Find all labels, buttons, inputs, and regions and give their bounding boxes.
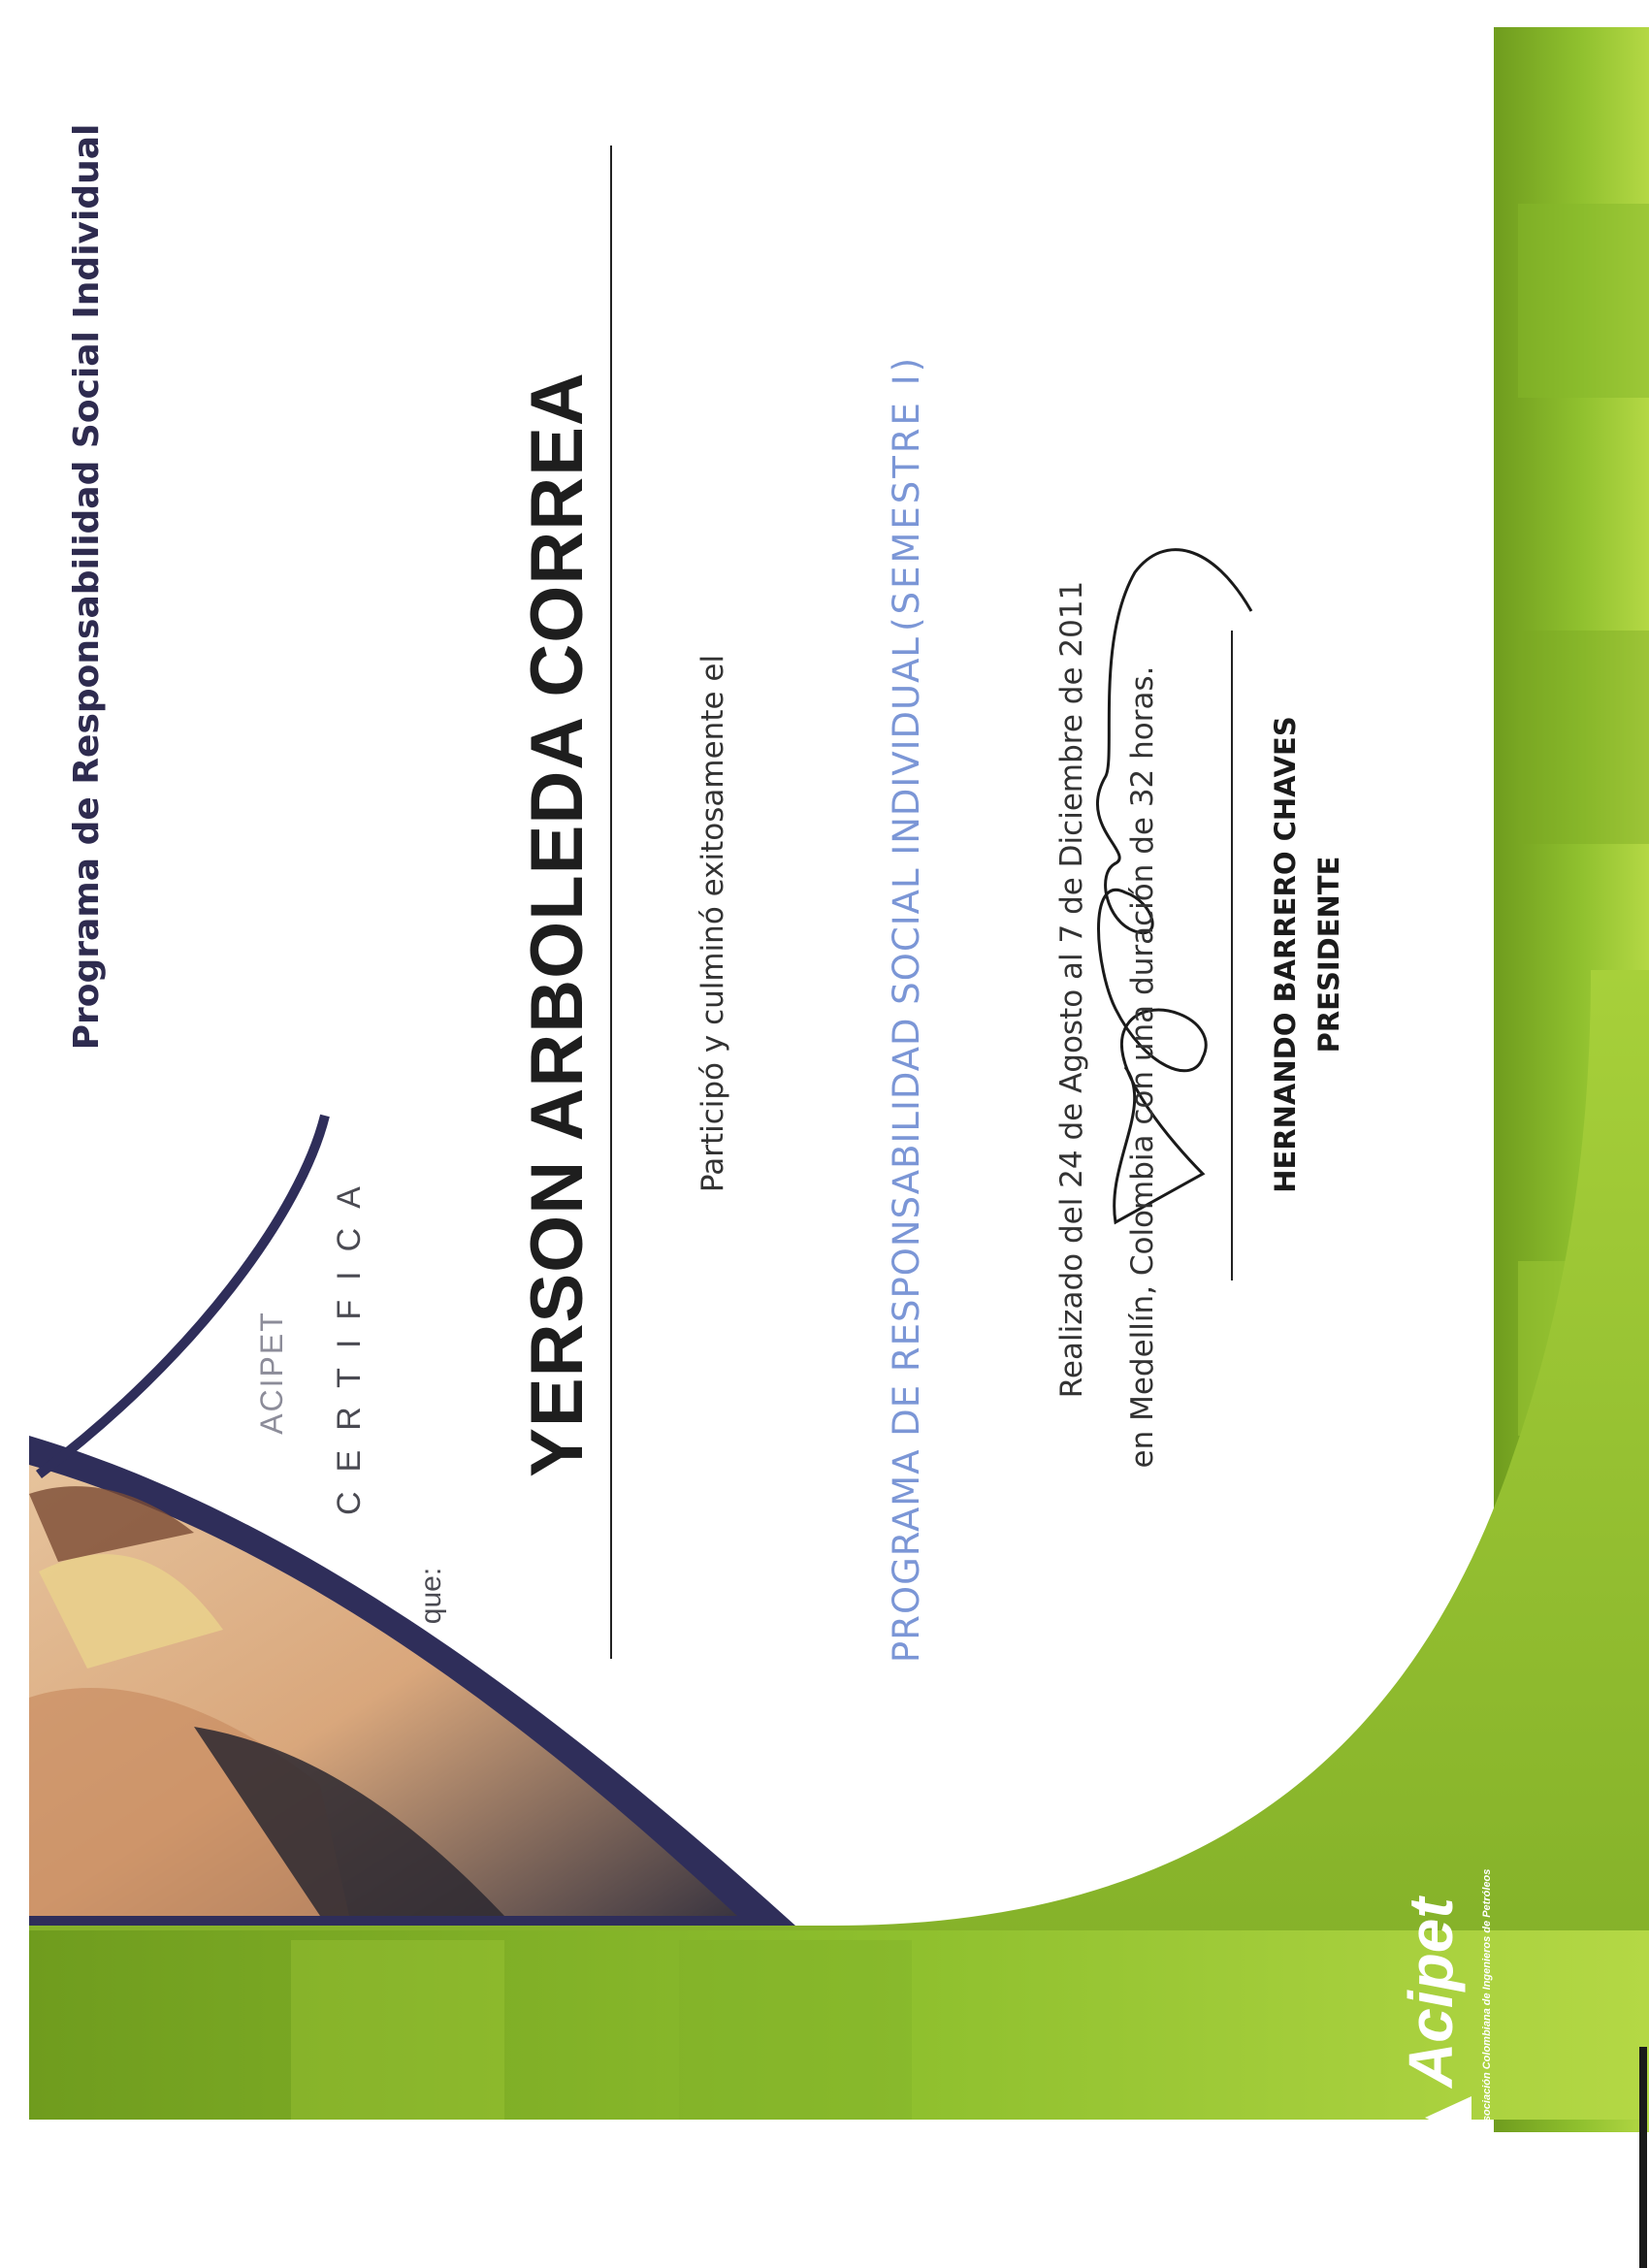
semester-label: (SEMESTRE I) [886, 354, 927, 632]
signer-title: PRESIDENTE [1312, 856, 1345, 1053]
issuer-label: ACIPET [254, 1311, 289, 1435]
acipet-logo [1392, 1809, 1518, 2139]
certifica-heading: CERTIFICA [331, 1167, 368, 1515]
signer-name: HERNANDO BARRERO CHAVES [1269, 716, 1302, 1193]
participation-text: Participó y culminó exitosamente el [695, 654, 730, 1193]
location-text: en Medellín, Colombia con una duración de 32 horas. [1125, 665, 1160, 1469]
recipient-name: YERSON ARBOLEDA CORREA [516, 372, 598, 1477]
dates-text: Realizado del 24 de Agosto al 7 de Diciembre de 2011 [1054, 580, 1089, 1399]
program-name: PROGRAMA DE RESPONSABILIDAD SOCIAL INDIVIDUAL [886, 635, 927, 1664]
logo-subtitle: Asociación Colombiana de Ingenieros de Petróleos [1481, 1868, 1493, 2129]
logo-name: Acipet [1396, 1897, 1466, 2088]
logo-mark-icon [1425, 2096, 1471, 2139]
que-label: que: [415, 1567, 447, 1625]
program-title: Programa de Responsabilidad Social Individual [67, 123, 107, 1051]
program-name-line [883, 160, 931, 1858]
